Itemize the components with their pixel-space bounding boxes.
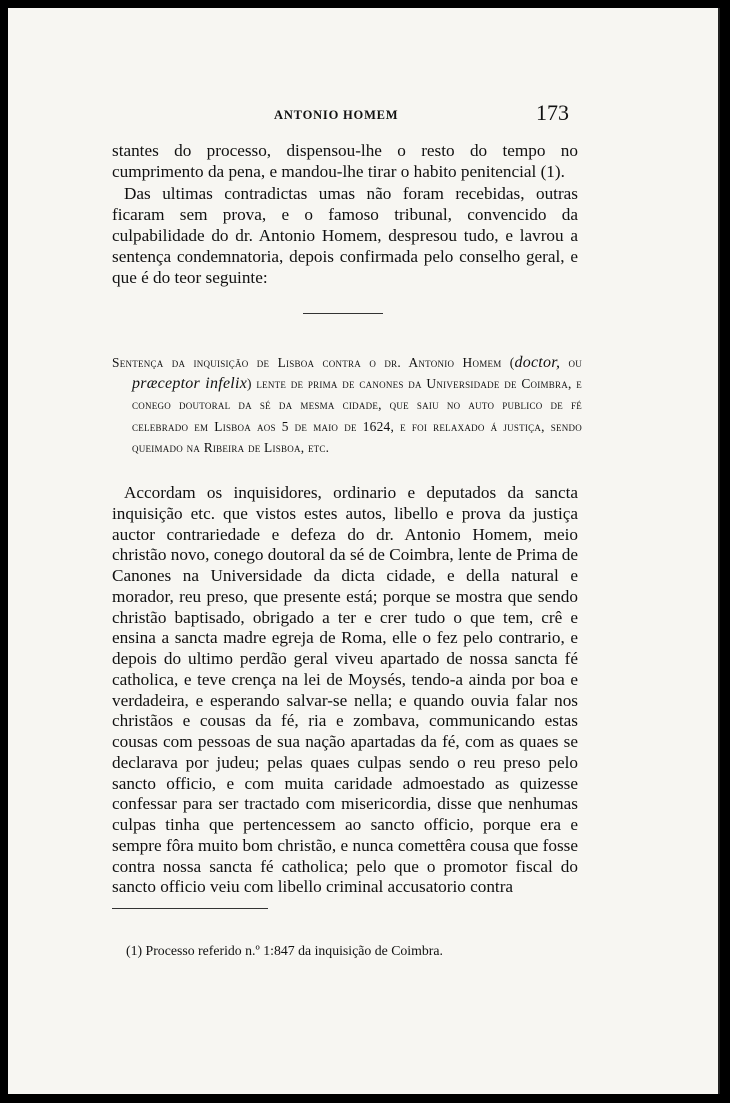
paragraph-accordam: Accordam os inquisidores, ordinario e deputados da sancta inquisição etc. que vistos estes autos, libello e prova da justiça auctor contrariedade e defeza do dr. Antonio Homem, meio christão novo, conego doutoral da sé de Coimbra, lente de Prima de Canones na Universidade da dicta cidade, e della natural e morador, reu preso, que presente está; porque se mostra que sendo christão baptisado, obrigado a ter e crer tudo o que tem, crê e ensina a sancta madre egreja de Roma, elle o fez pelo contrario, e depois do ultimo perdão geral viveu apartado de nossa sancta fé catholica, e teve crença na lei de Moysés, tendo-a ainda por boa e verdadeira, e esperando salvar-se nella; e quando ouvia falar nos christãos e cousas da fé, ria e zombava, communicando estas cousas com pessoas de sua nação apartadas da fé, com as quaes se declarava por judeu; pelas quaes culpas sendo o reu preso pelo sancto officio, e com muita caridade admoestado as quizesse confessar para ser tractado com misericordia, disse que nenhumas culpas tinha que pertencessem ao sancto officio, porque era e sempre fôra muito bom christão, e nunca comettêra cousa que fosse contra nossa sancta fé catholica; pelo que o promotor fiscal do sancto officio veiu com libello criminal accusatorio contra (112, 483, 578, 897)
book-page (8, 8, 720, 1094)
running-head: ANTONIO HOMEM (274, 108, 399, 122)
footnote-divider (112, 908, 268, 909)
footnote: (1) Processo referido n.º 1:847 da inquisição de Coimbra. (126, 943, 443, 958)
page-header (8, 100, 718, 130)
heading-text-1: Sentença da inquisição de Lisboa contra o dr. Antonio Homem ( (112, 355, 515, 370)
heading-italic-1: doctor, (514, 354, 561, 371)
page-number: 173 (536, 100, 569, 125)
sentence-heading (112, 352, 582, 458)
paragraph-contradictas: Das ultimas contradictas umas não foram recebidas, outras ficaram sem prova, e o famoso tribunal, convencido da culpabilidade do dr. Antonio Homem, despresou tudo, e lavrou a sentença condemnatoria, depois confirmada pelo conselho geral, e que é do teor seguinte: (112, 184, 578, 288)
section-divider (303, 313, 383, 314)
paragraph-continuation: stantes do processo, dispensou-lhe o resto do tempo no cumprimento da pena, e mandou-lhe tirar o habito penitencial (1). (112, 141, 578, 182)
heading-italic-2: præceptor infelix (132, 375, 248, 393)
heading-text-2: ou (560, 355, 582, 370)
heading-text-3: ) lente de prima de canones da Universidade de Coimbra, e conego doutoral da sé da mesma cidade, que saiu no auto publico de fé celebrado em Lisboa aos 5 de maio de 1624, e foi relaxado á justiça, sendo queimado na Ribeira de Lisboa, etc. (132, 376, 582, 455)
